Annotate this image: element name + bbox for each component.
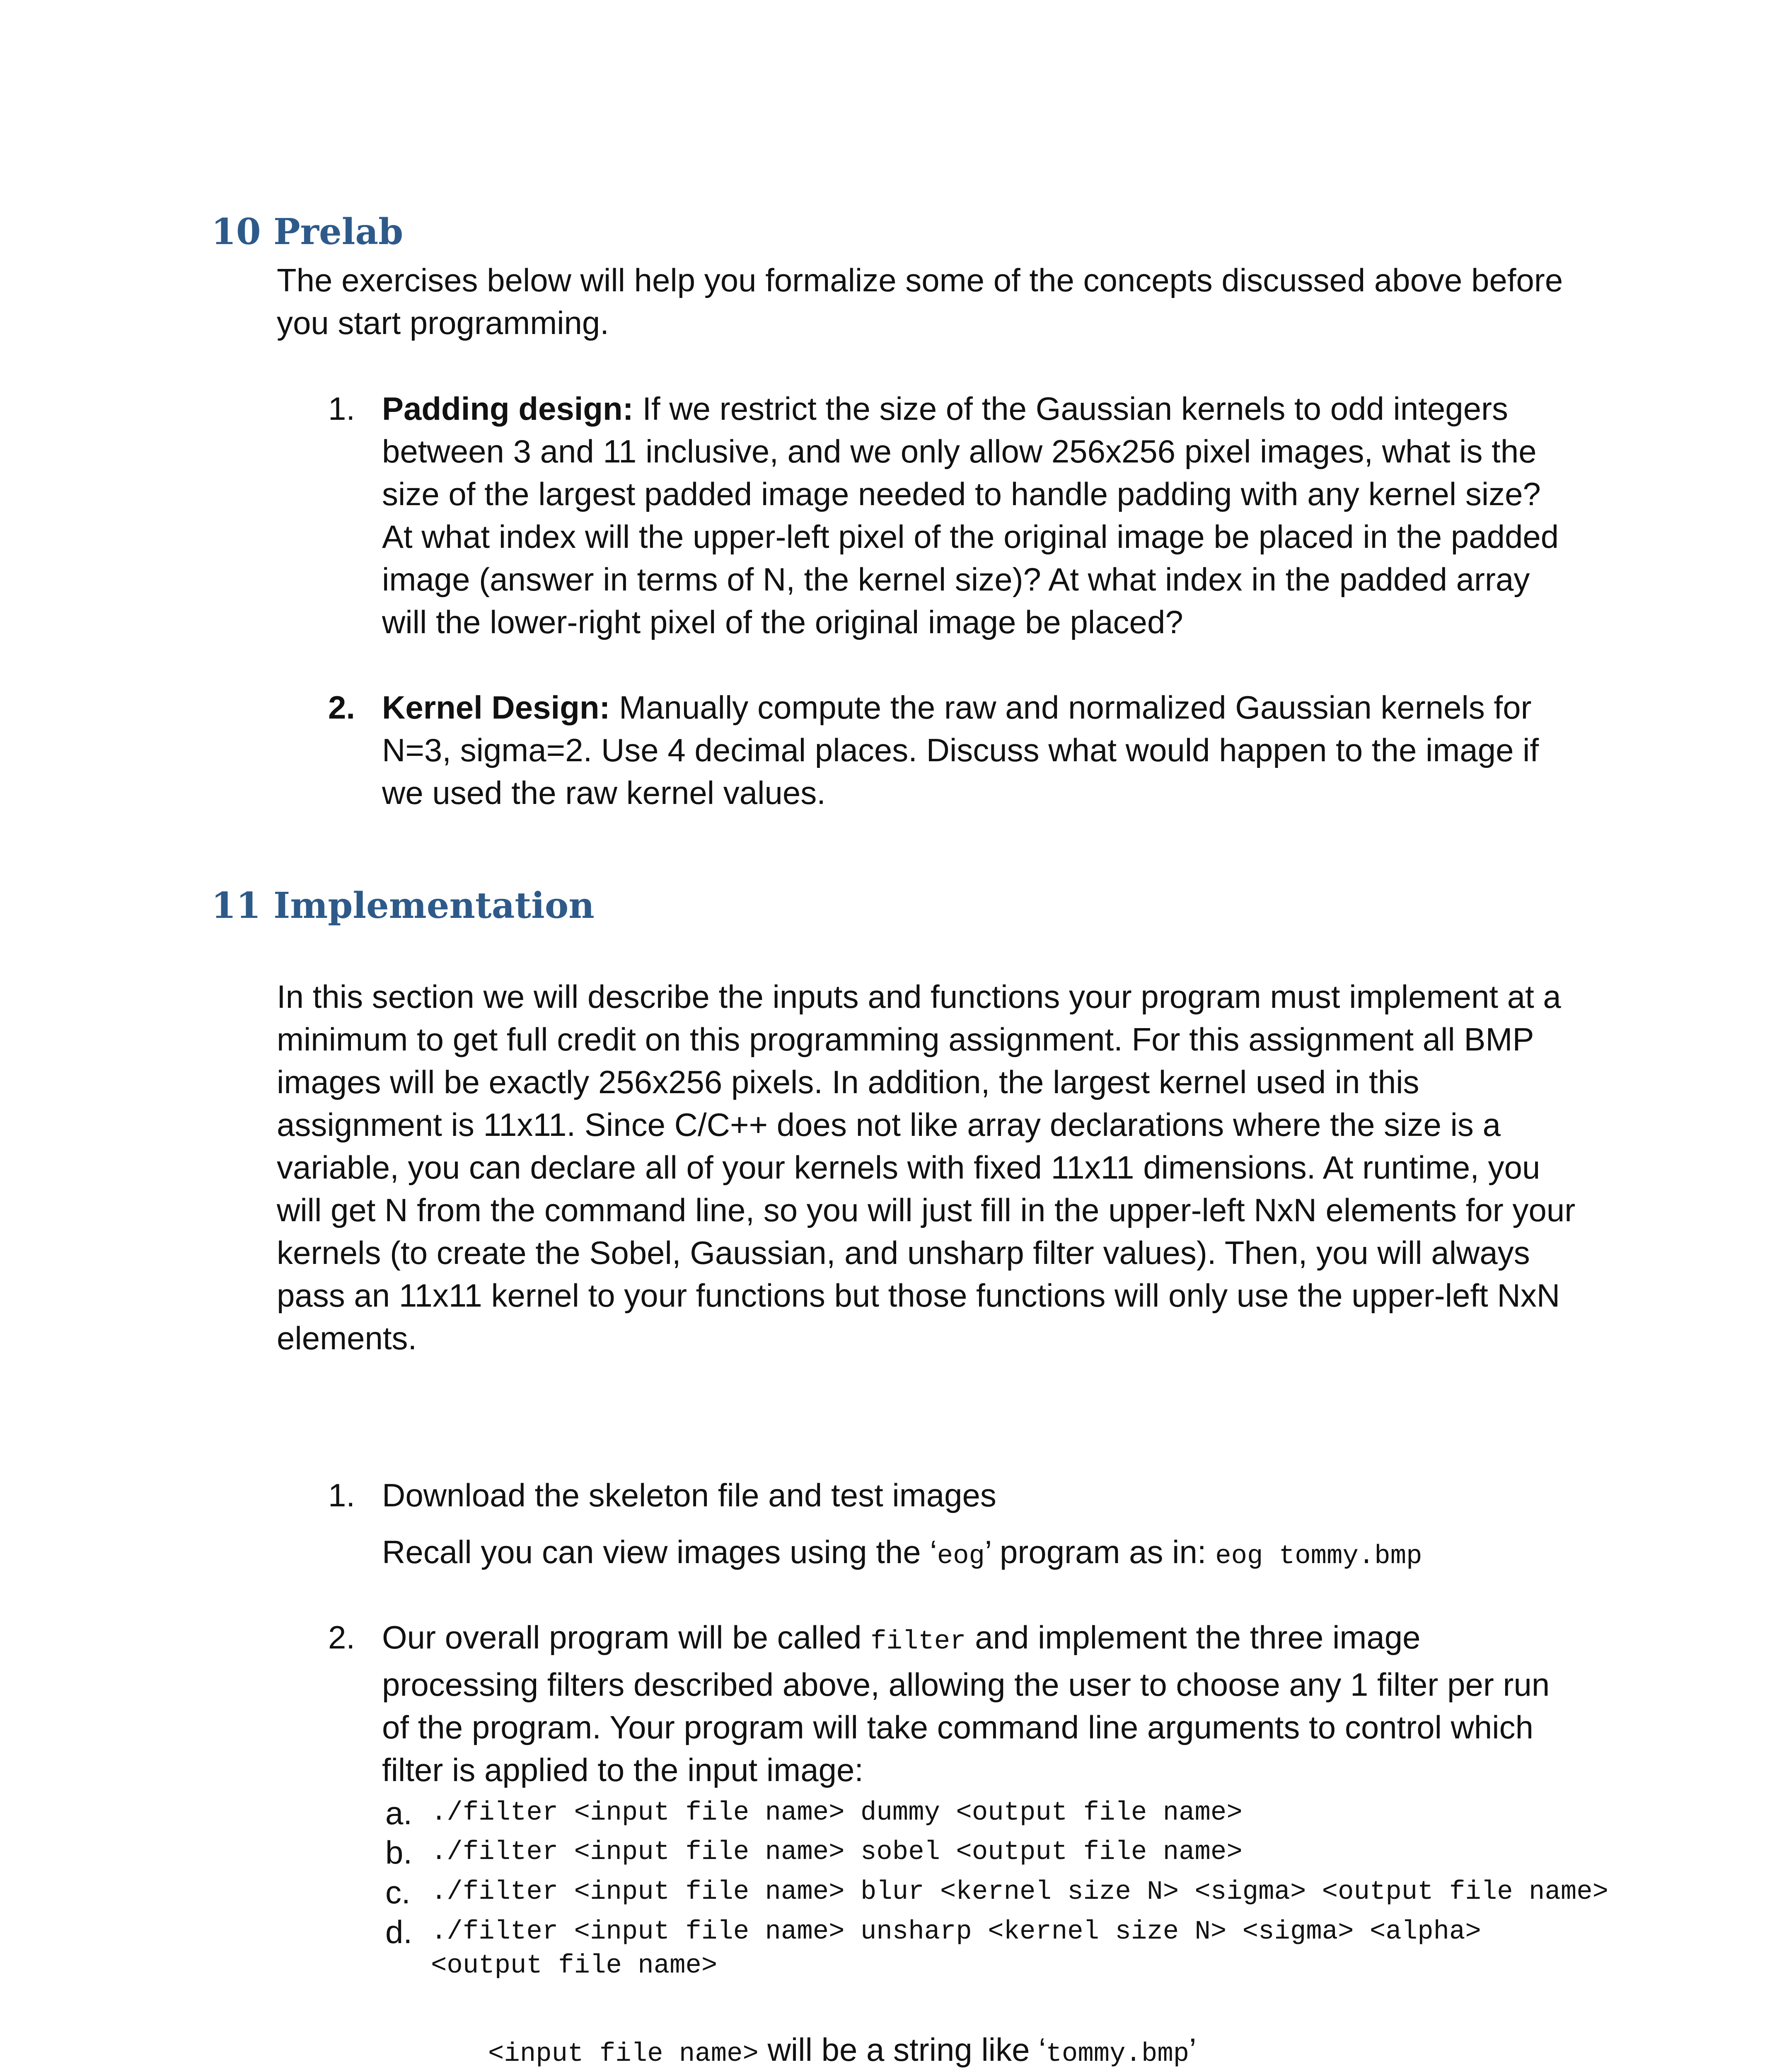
inline-code: tommy.bmp	[1046, 2039, 1189, 2069]
list-marker: 2.	[328, 689, 355, 726]
section-number: 11	[211, 885, 261, 927]
implementation-item-download	[328, 1474, 1575, 1517]
inline-code: eog	[937, 1542, 985, 1571]
section-number: 10	[211, 211, 261, 253]
implementation-item-program: 2. Our overall program will be called filter and implement the three image processing filters described above, allowing the user to choose any 1 filter per run of the program. Your program will take command line arguments to control which filter is applied to the input image:	[382, 1616, 1575, 1791]
command-d: d. ./filter <input file name> unsharp <kernel size N> <sigma> <alpha>	[385, 1914, 1481, 1950]
inline-code: eog tommy.bmp	[1215, 1542, 1422, 1571]
list-marker: 2.	[328, 1619, 355, 1656]
prelab-intro: The exercises below will help you formalize some of the concepts discussed above before you start programming.	[277, 262, 1563, 341]
command-c: c. ./filter <input file name> blur <kernel size N> <sigma> <output file name>	[385, 1874, 1609, 1910]
section-heading-prelab	[211, 211, 403, 253]
section-title: Prelab	[273, 211, 404, 253]
input-file-note: <input file name> will be a string like ‘tommy.bmp’	[488, 2031, 1197, 2069]
item-label: Kernel Design:	[382, 689, 610, 726]
prelab-item-padding	[328, 387, 1575, 644]
inline-code: <input file name>	[488, 2039, 759, 2069]
item-label: Padding design:	[382, 390, 633, 427]
implementation-intro: In this section we will describe the inputs and functions your program must implement at a minimum to get full credit on this programming assignment. For this assignment all BMP images will be exactly 256x256 pixels. In addition, the largest kernel used in this assignment is 11x11. Since C/C++ does not like array declarations where the size is a variable, you can declare all of your kernels with fixed 11x11 dimensions. At runtime, you will get N from the command line, so you will just fill in the upper-left NxN elements for your kernels (to create the Sobel, Gaussian, and unsharp filter values). Then, you will always pass an 11x11 kernel to your functions but those functions will only use the upper-left NxN elements.	[277, 978, 1576, 1356]
recall-line: Recall you can view images using the ‘eog’ program as in: eog tommy.bmp	[382, 1534, 1422, 1571]
command-a: a. ./filter <input file name> dummy <output file name>	[385, 1795, 1243, 1831]
command-b: b. ./filter <input file name> sobel <output file name>	[385, 1834, 1243, 1871]
prelab-item-kernel	[328, 686, 1575, 814]
item-text: Download the skeleton file and test images	[382, 1477, 996, 1513]
inline-code: filter	[870, 1627, 966, 1657]
item-text: Manually compute the raw and normalized Gaussian kernels for N=3, sigma=2. Use 4 decimal places. Discuss what would happen to the image if we used the raw kernel values.	[382, 689, 1539, 811]
section-heading-implementation	[211, 885, 595, 927]
item-text: If we restrict the size of the Gaussian kernels to odd integers between 3 and 11 inclusive, and we only allow 256x256 pixel images, what is the size of the largest padded image needed to handle padding with any kernel size? At what index will the upper-left pixel of the original image be placed in the padded image (answer in terms of N, the kernel size)? At what index in the padded array will the lower-right pixel of the original image be placed?	[382, 390, 1559, 640]
list-marker: 1.	[328, 390, 355, 427]
section-title: Implementation	[273, 885, 595, 927]
command-d-continued: <output file name>	[431, 1951, 718, 1981]
list-marker: 1.	[328, 1477, 355, 1513]
